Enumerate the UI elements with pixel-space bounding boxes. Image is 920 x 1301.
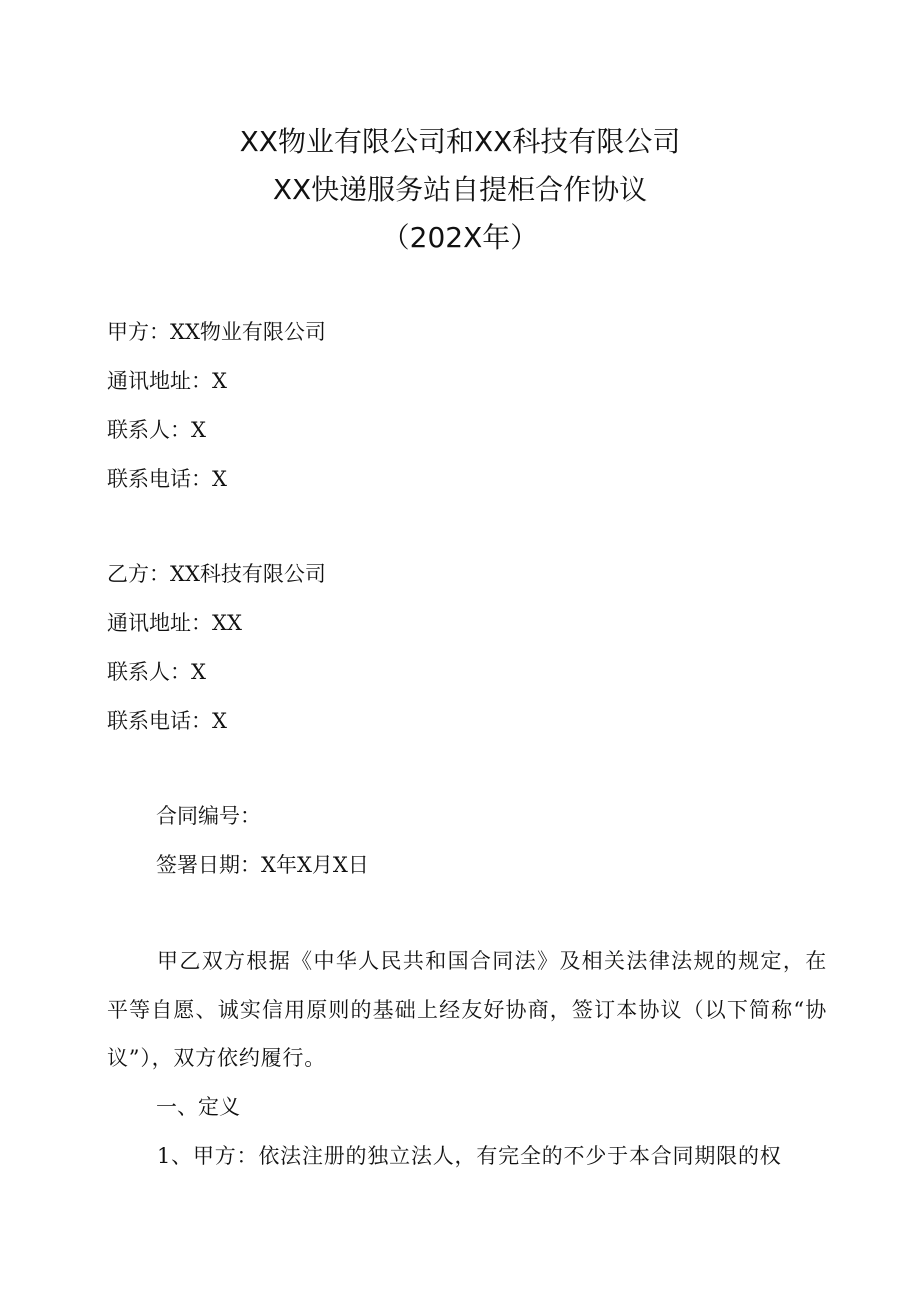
sign-date: 签署日期：X年X月X日 bbox=[156, 853, 369, 877]
intro-paragraph: 甲乙双方根据《中华人民共和国合同法》及相关法律法规的规定，在平等自愿、诚实信用原则的基础上经友好协商，签订本协议（以下简称“协议”），双方依约履行。 bbox=[107, 949, 827, 1070]
title-line-year: （202X年） bbox=[381, 221, 539, 254]
document-title bbox=[0, 118, 920, 262]
party-a-phone: 联系电话：X bbox=[107, 467, 227, 491]
party-a-contact: 联系人：X bbox=[107, 418, 206, 442]
party-a-name: 甲方：XX物业有限公司 bbox=[107, 320, 326, 344]
title-line-agreement: XX快递服务站自提柜合作协议 bbox=[272, 173, 648, 206]
party-b-phone: 联系电话：X bbox=[107, 709, 227, 733]
party-a-address: 通讯地址：X bbox=[107, 369, 227, 393]
party-b-contact: 联系人：X bbox=[107, 660, 206, 684]
section-heading-definitions: 一、定义 bbox=[156, 1095, 240, 1119]
title-line-parties: XX物业有限公司和XX科技有限公司 bbox=[239, 125, 681, 158]
clause-1: 1、甲方：依法注册的独立法人，有完全的不少于本合同期限的权 bbox=[157, 1144, 782, 1168]
party-b-name: 乙方：XX科技有限公司 bbox=[107, 562, 326, 586]
contract-number: 合同编号： bbox=[156, 804, 261, 828]
party-b-address: 通讯地址：XX bbox=[107, 611, 242, 635]
